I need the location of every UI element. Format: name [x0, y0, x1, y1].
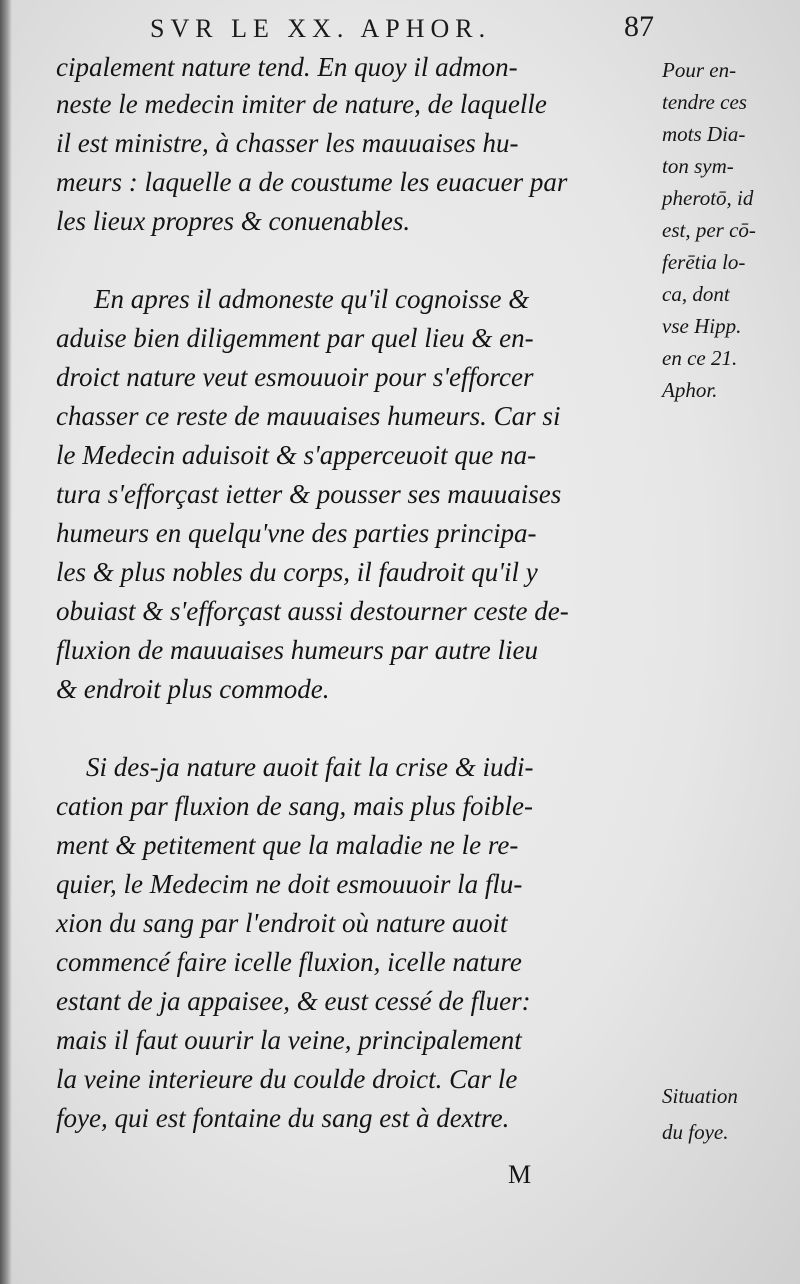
- text-line: commencé faire icelle fluxion, icelle nature: [56, 947, 522, 977]
- text-line: tura s'efforçast ietter & pousser ses mauuaises: [56, 479, 562, 509]
- text-line: droict nature veut esmouuoir pour s'efforcer: [56, 362, 534, 392]
- text-line: foye, qui est fontaine du sang est à dextre.: [56, 1103, 510, 1133]
- text-line: humeurs en quelqu'vne des parties principa-: [56, 518, 537, 548]
- margin-note-line: ca, dont: [662, 282, 730, 306]
- text-line: obuiast & s'efforçast aussi destourner ceste de-: [56, 596, 569, 626]
- margin-note-line: en ce 21.: [662, 346, 738, 370]
- text-line: aduise bien diligemment par quel lieu & en-: [56, 323, 534, 353]
- page-number: 87: [624, 10, 654, 43]
- text-line: mais il faut ouurir la veine, principalement: [56, 1025, 522, 1055]
- text-line: & endroit plus commode.: [56, 674, 330, 704]
- margin-note-line: Pour en-: [662, 58, 737, 82]
- margin-note-line: Situation: [662, 1084, 738, 1108]
- text-line: quier, le Medecim ne doit esmouuoir la flu-: [56, 869, 523, 899]
- text-line: neste le medecin imiter de nature, de laquelle: [56, 89, 547, 119]
- page-edge-shadow: [0, 0, 12, 1284]
- margin-note-line: ton sym-: [662, 154, 734, 178]
- text-line: les lieux propres & conuenables.: [56, 206, 411, 236]
- margin-note-line: du foye.: [662, 1120, 729, 1144]
- page-header: [150, 10, 670, 46]
- text-line: le Medecin aduisoit & s'apperceuoit que na-: [56, 440, 537, 470]
- signature-mark: M: [508, 1160, 532, 1189]
- margin-note-line: pherotō, id: [662, 186, 754, 210]
- text-line: cation par fluxion de sang, mais plus foible-: [56, 791, 533, 821]
- text-line: meurs : laquelle a de coustume les euacuer par: [56, 167, 568, 197]
- text-line: cipalement nature tend. En quoy il admon-: [56, 52, 518, 82]
- text-line: fluxion de mauuaises humeurs par autre lieu: [56, 635, 538, 665]
- text-line: xion du sang par l'endroit où nature auoit: [56, 908, 508, 938]
- margin-note-line: ferētia lo-: [662, 250, 746, 274]
- text-line: En apres il admoneste qu'il cognoisse &: [94, 284, 530, 314]
- running-head: SVR LE XX. APHOR.: [150, 14, 492, 43]
- text-line: les & plus nobles du corps, il faudroit qu'il y: [56, 557, 538, 587]
- margin-note-line: tendre ces: [662, 90, 747, 114]
- margin-note-line: mots Dia-: [662, 122, 746, 146]
- text-line: estant de ja appaisee, & eust cessé de fluer:: [56, 986, 531, 1016]
- text-line: il est ministre, à chasser les mauuaises hu-: [56, 128, 519, 158]
- margin-note-line: est, per cō-: [662, 218, 756, 242]
- text-line: ment & petitement que la maladie ne le re-: [56, 830, 519, 860]
- margin-note-line: vse Hipp.: [662, 314, 742, 338]
- text-line: chasser ce reste de mauuaises humeurs. Car si: [56, 401, 561, 431]
- margin-note-line: Aphor.: [662, 378, 718, 402]
- text-line: Si des-ja nature auoit fait la crise & iudi-: [86, 752, 534, 782]
- text-line: la veine interieure du coulde droict. Car le: [56, 1064, 518, 1094]
